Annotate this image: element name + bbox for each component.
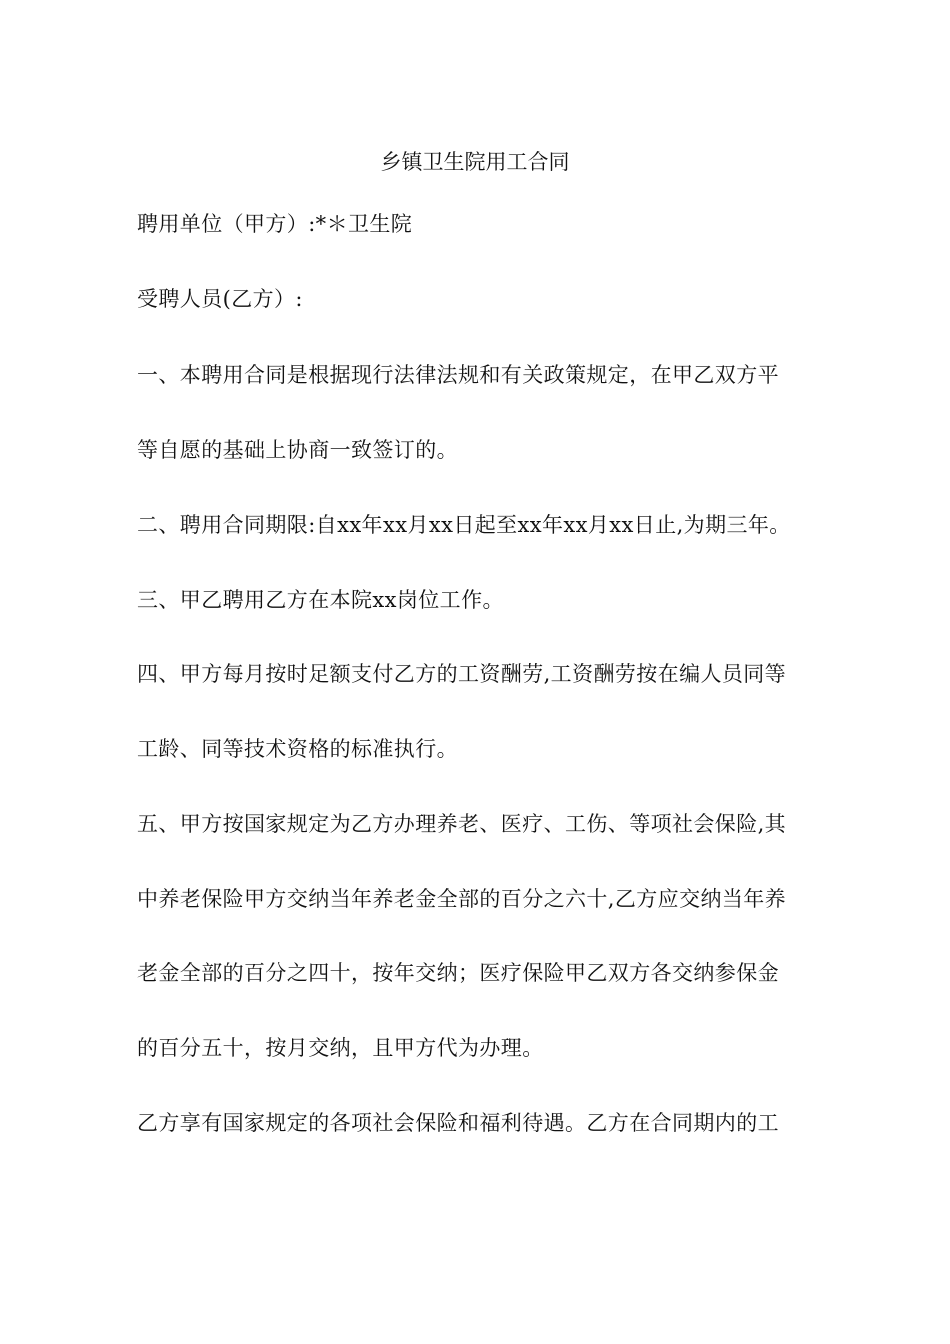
clause-4-line-2: 工龄、同等技术资格的标准执行。 [137,737,458,761]
clause-5-line-3: 老金全部的百分之四十，按年交纳；医疗保险甲乙双方各交纳参保金 [137,961,779,985]
document-title: 乡镇卫生院用工合同 [380,150,570,174]
party-b-line: 受聘人员(乙方）: [137,287,303,311]
clause-5-line-1: 五、甲方按国家规定为乙方办理养老、医疗、工伤、等项社会保险,其 [137,812,787,836]
clause-5-line-4: 的百分五十，按月交纳，且甲方代为办理。 [137,1036,544,1060]
clause-1-line-1: 一、本聘用合同是根据现行法律法规和有关政策规定，在甲乙双方平 [137,363,779,387]
clause-4-line-1: 四、甲方每月按时足额支付乙方的工资酬劳,工资酬劳按在编人员同等 [137,662,787,686]
party-a-line: 聘用单位（甲方）:*＊卫生院 [137,212,413,236]
clause-1-line-2: 等自愿的基础上协商一致签订的。 [137,438,458,462]
benefits-line-1: 乙方享有国家规定的各项社会保险和福利待遇。乙方在合同期内的工 [137,1111,779,1135]
clause-2-line-1: 二、聘用合同期限:自xx年xx月xx日起至xx年xx月xx日止,为期三年。 [137,513,791,537]
clause-5-line-2: 中养老保险甲方交纳当年养老金全部的百分之六十,乙方应交纳当年养 [137,887,787,911]
clause-3-line-1: 三、甲乙聘用乙方在本院xx岗位工作。 [137,588,504,612]
